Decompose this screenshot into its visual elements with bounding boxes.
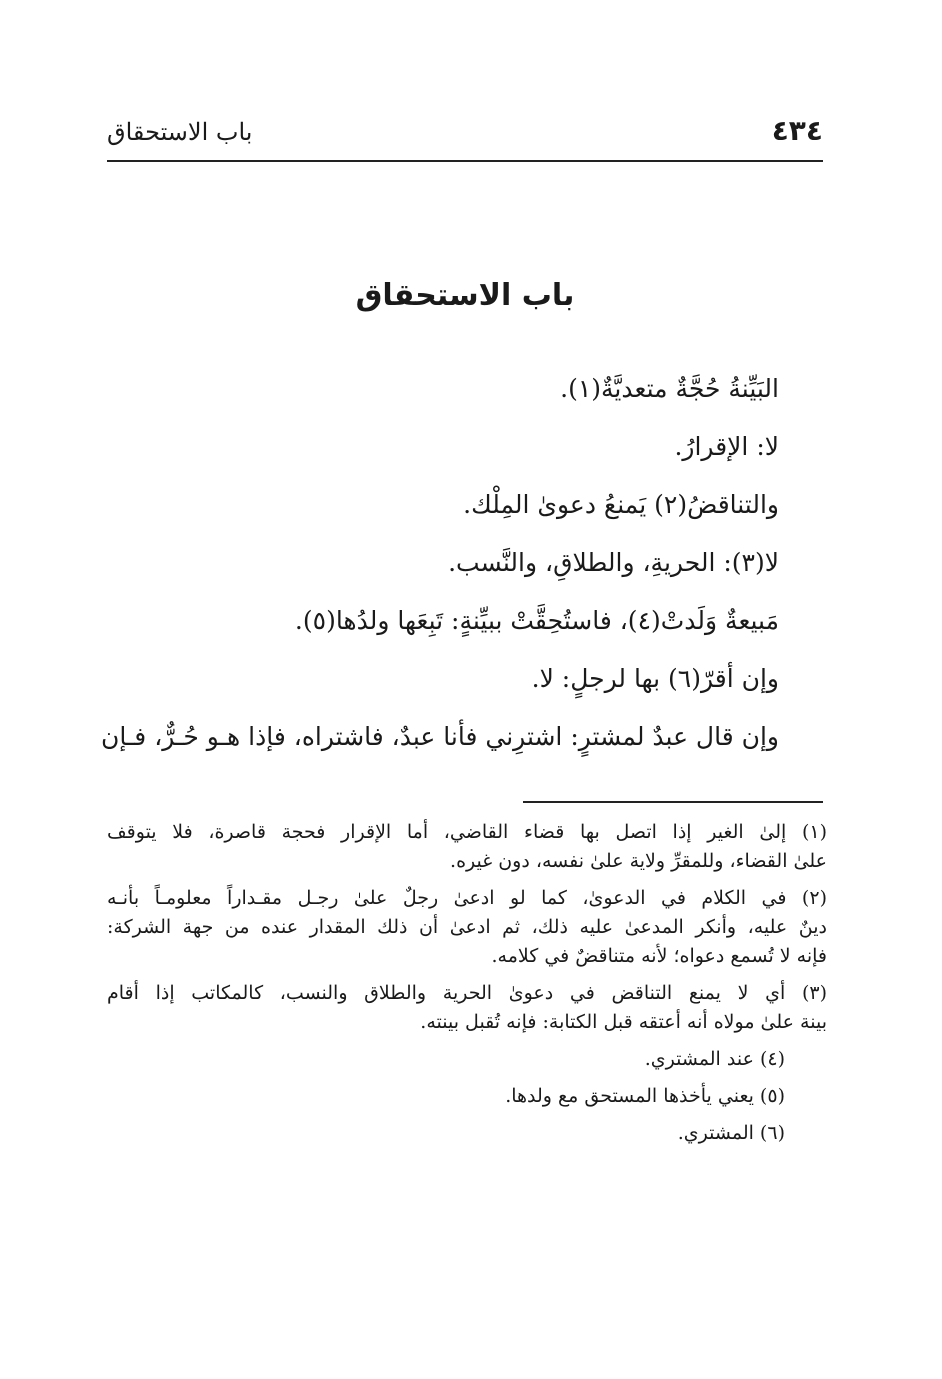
text-line: لا(٣): الحريةِ، والطلاقِ، والنَّسب. xyxy=(448,548,779,577)
footnote-line: (٢) في الكلام في الدعوىٰ، كما لو ادعىٰ رجلٌ علىٰ رجـل مقـداراً معلومـاً بأنـه xyxy=(107,887,827,909)
footnote-separator xyxy=(523,801,823,803)
page-header xyxy=(107,108,823,162)
footnote-2 xyxy=(107,884,827,971)
footnote-4 xyxy=(107,1045,827,1074)
footnote-line: علىٰ القضاء، وللمقرِّ ولاية علىٰ نفسه، دون غيره. xyxy=(450,850,827,872)
chapter-title: باب الاستحقاق xyxy=(355,278,575,313)
text-line: وإن قال عبدٌ لمشترٍ: اشترِني فأنا عبدٌ، فاشتراه، فإذا هـو حُـرٌّ، فـإن xyxy=(101,722,779,751)
footnote-line: (٤) عند المشتري. xyxy=(644,1048,785,1070)
footnote-line: (٦) المشتري. xyxy=(677,1122,785,1144)
footnote-line: دينٌ عليه، وأنكر المدعىٰ عليه ذلك، ثم ادعىٰ أن ذلك المقدار عنده من جهة الشركة: xyxy=(107,916,827,938)
footnote-5 xyxy=(107,1082,827,1111)
footnote-6 xyxy=(107,1119,827,1148)
footnote-1 xyxy=(107,818,827,876)
footnote-line: (٣) أي لا يمنع التناقض في دعوىٰ الحرية والطلاق والنسب، كالمكاتب إذا أقام xyxy=(107,982,827,1004)
page-number: ٤٣٤ xyxy=(771,114,823,147)
text-line: والتناقضُ(٢) يَمنعُ دعوىٰ المِلْك. xyxy=(463,490,779,519)
text-line: البَيِّنةُ حُجَّةٌ متعديَّةٌ(١). xyxy=(560,374,779,403)
footnote-3 xyxy=(107,979,827,1037)
text-line: مَبيعةٌ وَلَدتْ(٤)، فاستُحِقَّتْ ببيِّنةٍ: تَبِعَها ولدُها(٥). xyxy=(294,606,779,635)
text-line: لا: الإقرارُ. xyxy=(674,432,779,461)
footnotes xyxy=(107,818,827,1156)
running-title: باب الاستحقاق xyxy=(107,118,253,146)
footnote-line: بينة علىٰ مولاه أنه أعتقه قبل الكتابة: فإنه تُقبل بينته. xyxy=(420,1011,827,1033)
footnote-line: (١) إلىٰ الغير إذا اتصل بها قضاء القاضي، أما الإقرار فحجة قاصرة، فلا يتوقف xyxy=(107,821,827,843)
main-text xyxy=(101,360,779,766)
footnote-line: (٥) يعني يأخذها المستحق مع ولدها. xyxy=(505,1085,785,1107)
text-line: وإن أقرّ(٦) بها لرجلٍ: لا. xyxy=(531,664,779,693)
footnote-line: فإنه لا تُسمع دعواه؛ لأنه متناقضٌ في كلامه. xyxy=(491,945,827,967)
